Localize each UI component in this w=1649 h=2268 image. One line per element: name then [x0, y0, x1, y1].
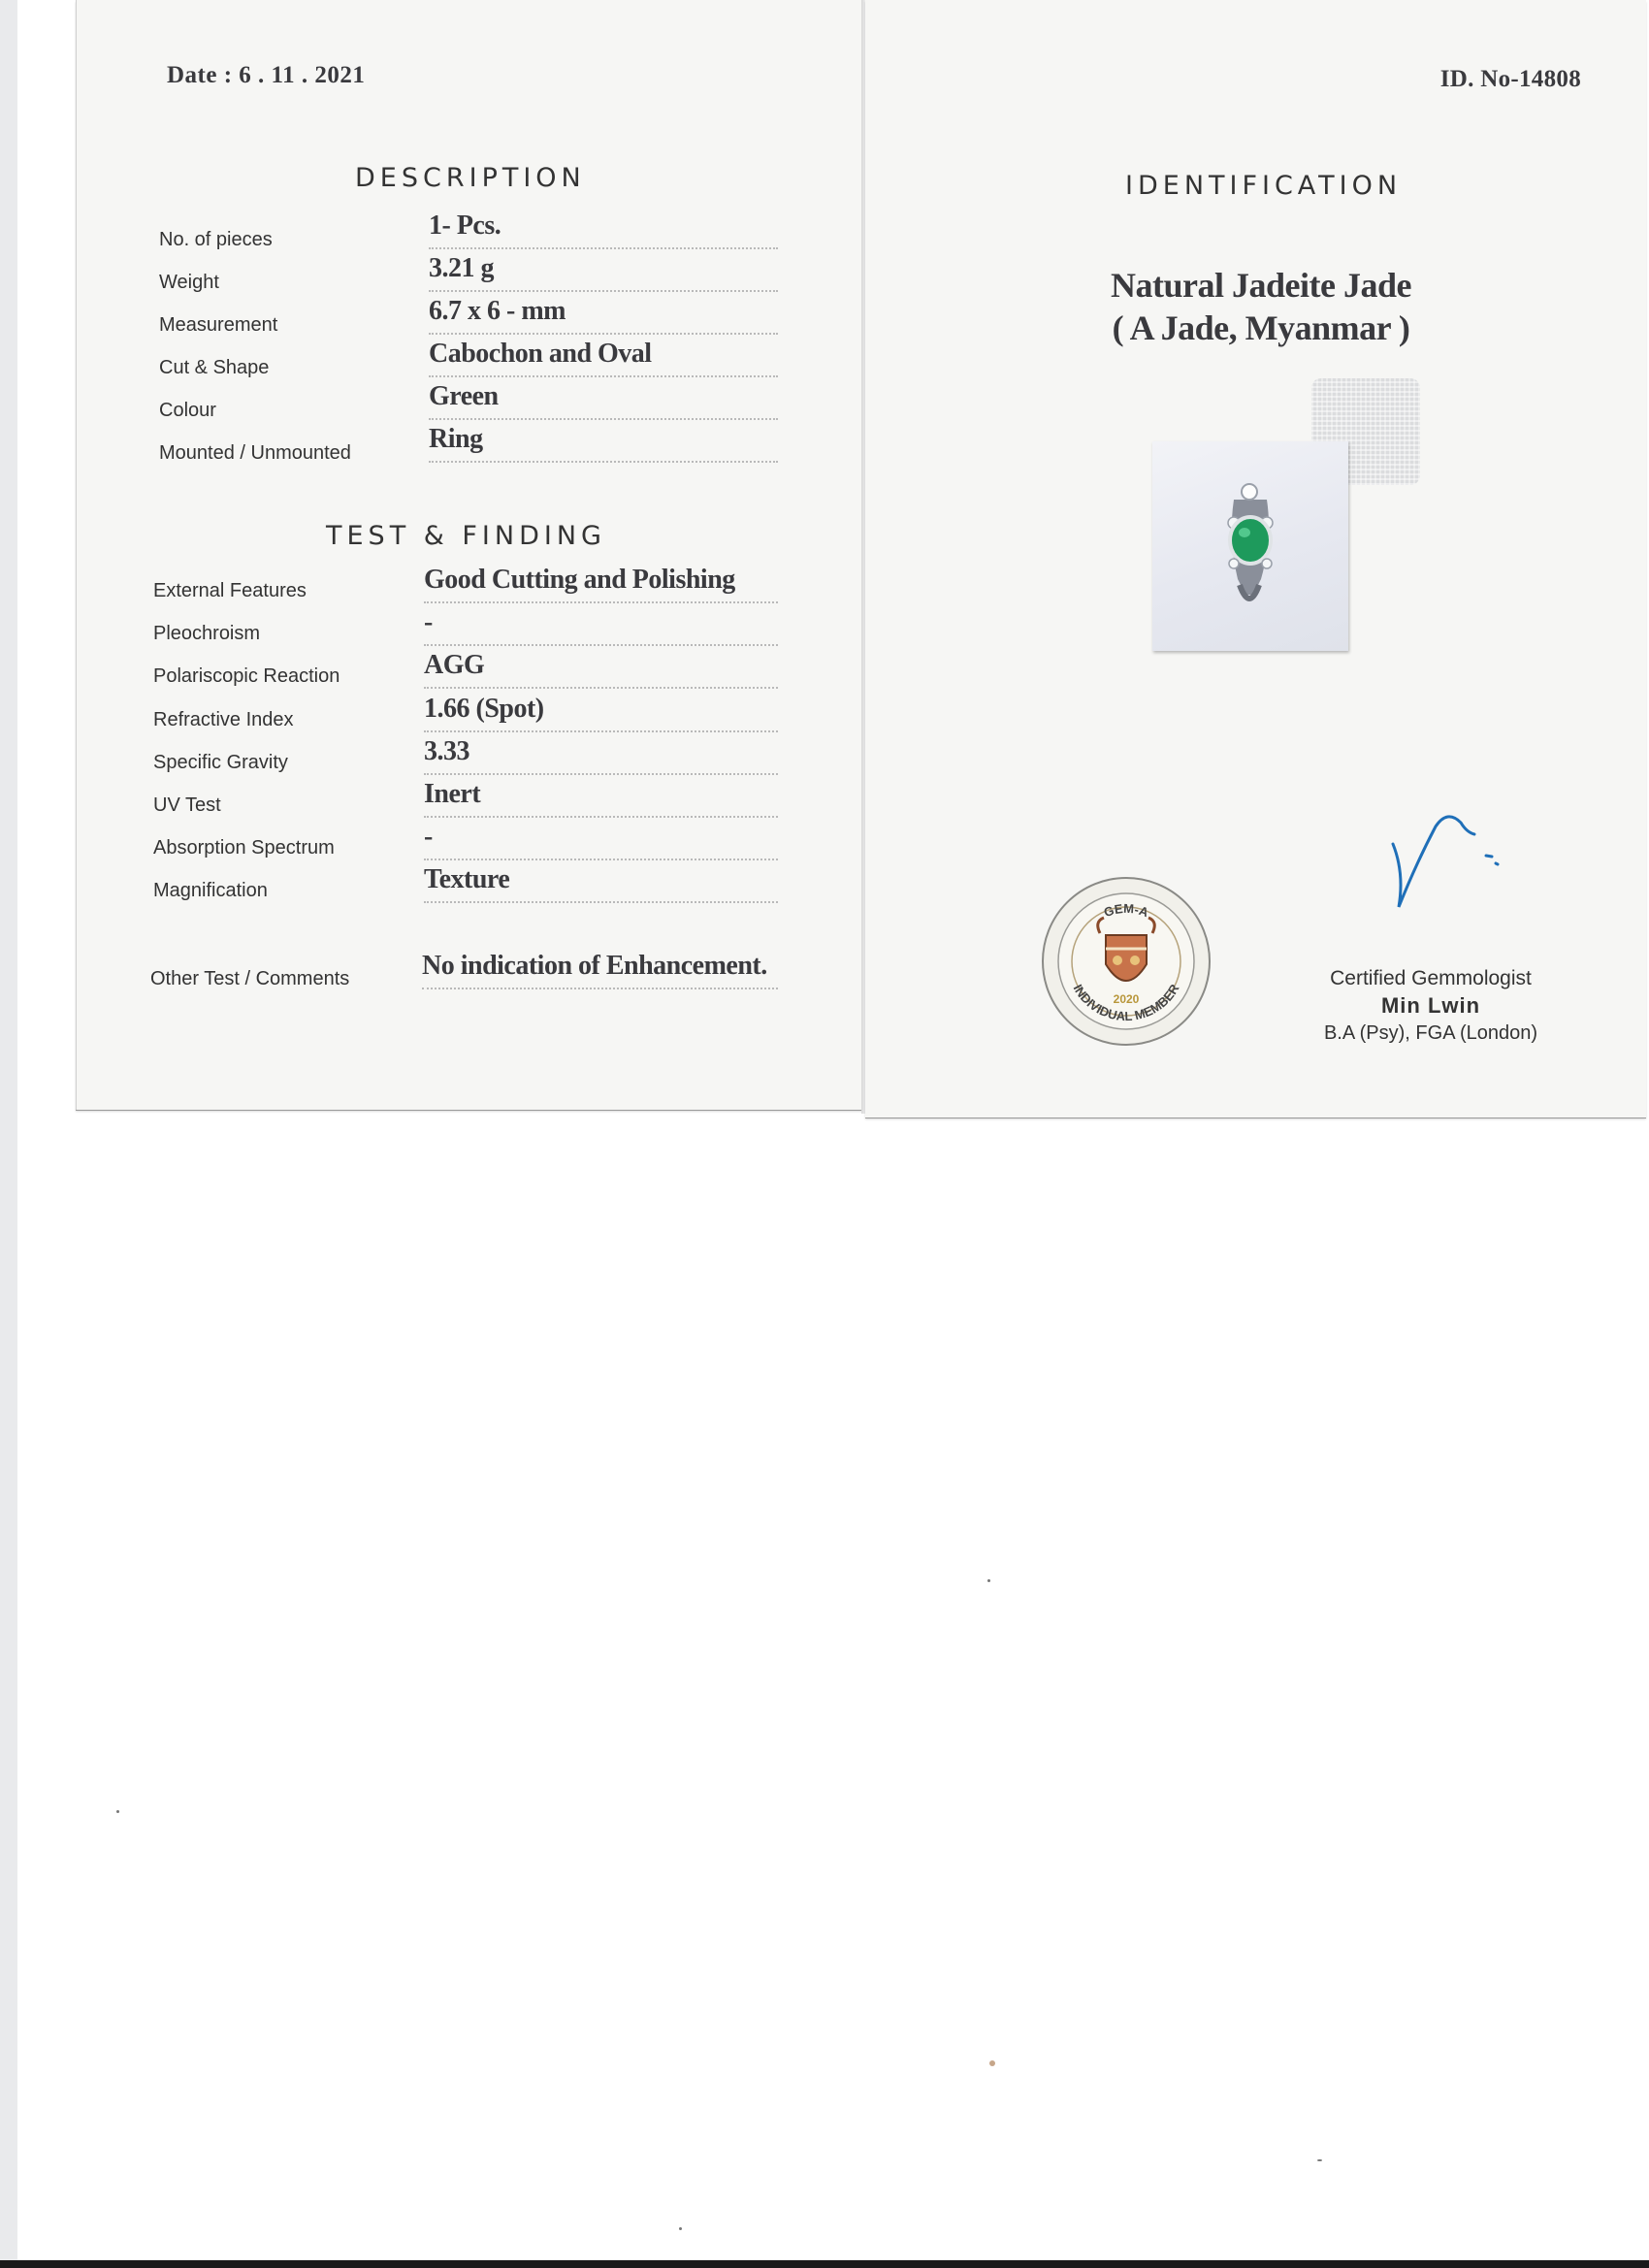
table-row [0, 822, 805, 864]
gem-origin: ( A Jade, Myanmar ) [1112, 308, 1410, 347]
table-row [0, 296, 805, 339]
field-value: Texture [424, 864, 510, 894]
table-row [0, 736, 805, 779]
identification-heading: IDENTIFICATION [1125, 171, 1403, 201]
field-label: Magnification [153, 880, 268, 901]
certifier-qualifications: B.A (Psy), FGA (London) [1323, 1022, 1538, 1044]
dotted-rule [424, 773, 778, 775]
field-value: Green [429, 381, 499, 411]
table-row [0, 253, 805, 296]
field-label: No. of pieces [159, 229, 273, 250]
certifier-name: Min Lwin [1380, 993, 1481, 1018]
gem-identification [1067, 264, 1455, 349]
field-label: Polariscopic Reaction [153, 665, 340, 687]
scan-speck [116, 1810, 119, 1813]
field-label: Specific Gravity [153, 752, 288, 773]
field-label: Weight [159, 272, 219, 293]
field-label: Refractive Index [153, 709, 294, 730]
table-row [0, 694, 805, 736]
certificate-date: Date : 6 . 11 . 2021 [167, 62, 366, 88]
scan-speck [989, 2060, 995, 2066]
dotted-rule [429, 461, 778, 463]
seal-top-text: GEM-A [1101, 900, 1151, 921]
seal-bottom-text: INDIVIDUAL MEMBER [1070, 981, 1182, 1024]
field-label: Absorption Spectrum [153, 837, 335, 859]
table-row [0, 951, 805, 993]
field-value: AGG [424, 650, 485, 680]
table-row [0, 650, 805, 693]
scan-speck [987, 1579, 990, 1582]
dotted-rule [429, 333, 778, 335]
dotted-rule [429, 375, 778, 377]
gem-name: Natural Jadeite Jade [1111, 266, 1411, 305]
gemmologist-signature [1377, 805, 1523, 931]
scan-speck [679, 2227, 682, 2230]
field-value: 1- Pcs. [429, 211, 501, 241]
field-label: Mounted / Unmounted [159, 442, 351, 464]
dotted-rule [424, 601, 778, 603]
field-label: Other Test / Comments [150, 968, 350, 989]
seal-year: 2020 [1113, 992, 1140, 1006]
certificate-id-number: ID. No-14808 [1439, 66, 1581, 92]
dotted-rule [424, 816, 778, 818]
field-label: Measurement [159, 314, 278, 336]
test-finding-heading: TEST & FINDING [326, 521, 606, 551]
dotted-rule [429, 418, 778, 420]
field-value: Ring [429, 424, 483, 454]
dotted-rule [429, 290, 778, 292]
field-value: Cabochon and Oval [429, 339, 652, 369]
gem-a-member-seal [1040, 875, 1212, 1048]
scan-bottom-edge [0, 2260, 1649, 2268]
field-value: 1.66 (Spot) [424, 694, 544, 724]
table-row [0, 424, 805, 467]
field-value: - [424, 607, 433, 637]
table-row [0, 565, 805, 607]
signature-stroke [1377, 805, 1523, 931]
field-value: 3.33 [424, 736, 469, 766]
ring-image [1152, 441, 1348, 651]
field-label: External Features [153, 580, 307, 601]
dotted-rule [424, 901, 778, 903]
dotted-rule [429, 247, 778, 249]
field-label: Cut & Shape [159, 357, 270, 378]
scan-speck [1317, 2159, 1322, 2161]
field-value: - [424, 822, 433, 852]
table-row [0, 779, 805, 822]
field-value: 6.7 x 6 - mm [429, 296, 566, 326]
certifier-title: Certified Gemmologist [1330, 967, 1532, 989]
table-row [0, 339, 805, 381]
field-value: Good Cutting and Polishing [424, 565, 735, 595]
field-label: Colour [159, 400, 216, 421]
table-row [0, 381, 805, 424]
seal-graphic [1040, 875, 1212, 1048]
description-heading: DESCRIPTION [355, 163, 586, 193]
field-value: No indication of Enhancement. [422, 951, 767, 981]
field-value: 3.21 g [429, 253, 494, 283]
table-row [0, 607, 805, 650]
ring-photo [1152, 441, 1348, 651]
dotted-rule [424, 644, 778, 646]
field-label: UV Test [153, 794, 221, 816]
field-label: Pleochroism [153, 623, 261, 644]
table-row [0, 211, 805, 253]
table-row [0, 864, 805, 907]
dotted-rule [424, 687, 778, 689]
dotted-rule [424, 730, 778, 732]
dotted-rule [424, 859, 778, 860]
dotted-rule [422, 988, 778, 989]
field-value: Inert [424, 779, 481, 809]
